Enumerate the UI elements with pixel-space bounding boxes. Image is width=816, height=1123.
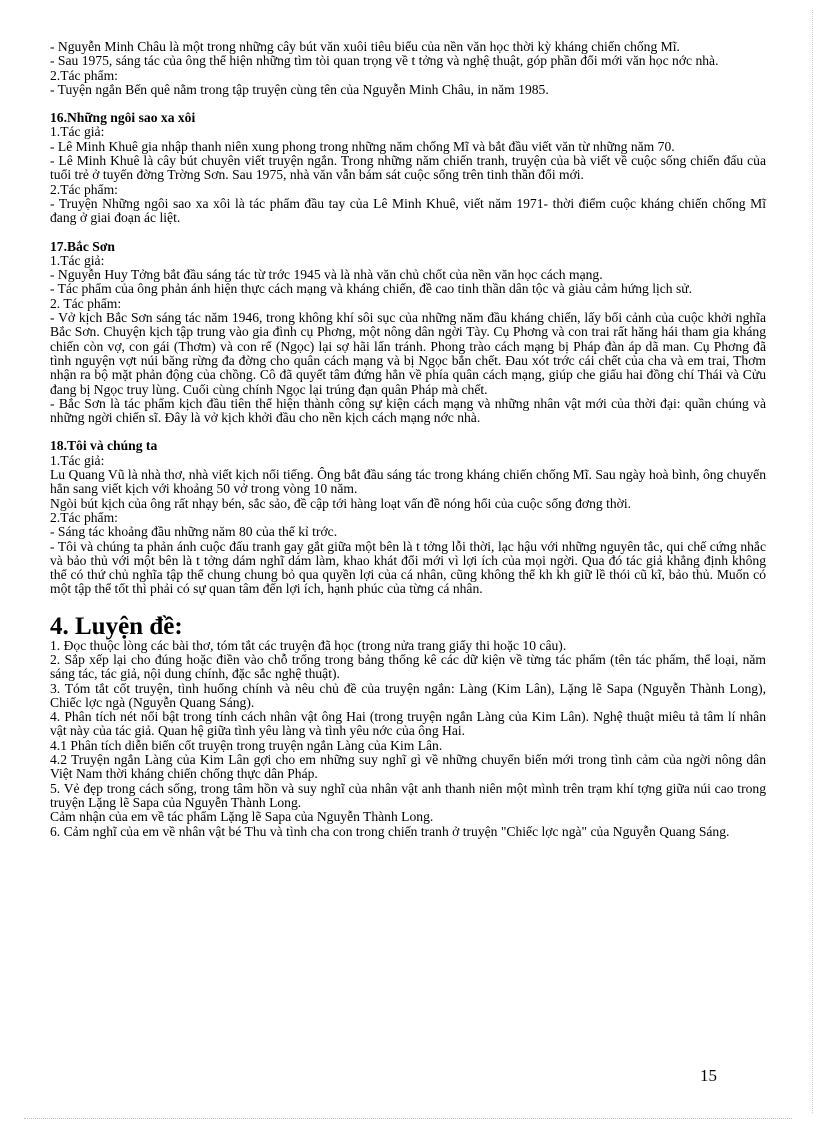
section-luyen-de — [50, 612, 766, 839]
exercise-item: 3. Tóm tắt cốt truyện, tình huống chính và nêu chủ đề của truyện ngắn: Làng (Kim Lân), Lặng lẽ Sapa (Nguyễn Thành Long), Chiếc lợc ngà (Nguyễn Quang Sáng). — [50, 680, 766, 710]
exercise-item: 5. Vẻ đẹp trong cách sống, trong tâm hồn và suy nghĩ của nhân vật anh thanh niên một mình trên trạm khí tợng giữa núi cao trong truyện Lặng lẽ Sapa của Nguyễn Thành Long. — [50, 780, 766, 810]
exercise-item: 1. Đọc thuộc lòng các bài thơ, tóm tắt các truyện đã học (trong nửa trang giấy thi hoặc 10 câu). — [50, 637, 567, 653]
paragraph: 1.Tác giả: — [50, 252, 105, 268]
paragraph: - Sáng tác khoảng đầu những năm 80 của thế kỉ trớc. — [50, 524, 338, 540]
paragraph: Lu Quang Vũ là nhà thơ, nhà viết kịch nổi tiếng. Ông bắt đầu sáng tác trong kháng chiến chống Mĩ. Sau ngày hoà bình, ông chuyển hẳn sang viết kịch với khoảng 50 vở trong vòng 10 năm. — [50, 467, 766, 497]
paragraph: 2.Tác phẩm: — [50, 509, 118, 525]
section-16 — [50, 111, 766, 225]
paragraph: 1.Tác giả: — [50, 124, 105, 140]
section-title: 18.Tôi và chúng ta — [50, 438, 158, 454]
page-number: 15 — [700, 1066, 717, 1085]
paragraph: - Truyện Những ngôi sao xa xôi là tác phẩm đầu tay của Lê Minh Khuê, viết năm 1971- thời điểm cuộc kháng chiến chống Mĩ đang ở giai đoạn ác liệt. — [50, 195, 766, 226]
paragraph: 2.Tác phẩm: — [50, 181, 118, 197]
exercise-item: 4.2 Truyện ngắn Làng của Kim Lân gợi cho em những suy nghĩ gì về những chuyển biến mới trong tình cảm của ngời nông dân Việt Nam thời kháng chiến chống thực dân Pháp. — [50, 752, 766, 782]
paragraph: 1.Tác giả: — [50, 452, 105, 468]
paragraph: - Nguyễn Huy Tởng bắt đầu sáng tác từ trớc 1945 và là nhà văn chủ chốt của nền văn học cách mạng. — [50, 267, 603, 283]
exercise-item: 4. Phân tích nét nổi bật trong tính cách nhân vật ông Hai (trong truyện ngắn Làng của Kim Lân). Nghệ thuật miêu tả tâm lí nhân vật này của tác giả. Quan hệ giữa tình yêu làng và tình yêu nớc của ông Hai. — [50, 709, 766, 739]
page-edge-rule — [812, 10, 813, 1113]
paragraph: - Vở kịch Bắc Sơn sáng tác năm 1946, trong không khí sôi sục của những năm đầu kháng chiến, lấy bối cảnh của cuộc khởi nghĩa Bắc Sơn. Chuyện kịch tập trung vào gia đình cụ Phơng, một nông dân ngời Tày. Cụ Phơng và con trai rất hăng hái tham gia kháng chiến còn vợ, con gái (Thơm) và con rể (Ngọc) lại sợ hãi lẩn tránh. Phong trào cách mạng bị Pháp đàn áp dã man. Cụ Phơng đã tình nguyện vợt núi băng rừng đa đờng cho quân cách mạng và bị Ngọc bắn chết. Đau xót trớc cái chết của cha và em trai, Thơm nhận ra bộ mặt phản động của chồng. Cô đã quyết tâm đứng hẳn về phía quân cách mạng, giúp che giấu hai đồng chí Thái và Cửu đang bị Ngọc truy lùng. Cuối cùng chính Ngọc lại trúng đạn quân Pháp mà chết. — [50, 310, 766, 397]
paragraph: - Lê Minh Khuê là cây bút chuyên viết truyện ngắn. Trong những năm chiến tranh, truyện của bà viết về cuộc sống chiến đấu của tuổi trẻ ở tuyến đờng Trờng Sơn. Sau 1975, nhà văn vẫn bám sát cuộc sống trên tinh thần đổi mới. — [50, 153, 766, 183]
paragraph: - Tác phẩm của ông phản ánh hiện thực cách mạng và kháng chiến, đề cao tinh thần dân tộc và giàu cảm hứng lịch sử. — [50, 281, 693, 297]
section-heading: 4. Luyện đề: — [50, 612, 183, 640]
document-page — [50, 40, 766, 839]
section-17 — [50, 240, 766, 426]
paragraph: - Bắc Sơn là tác phẩm kịch đầu tiên thể hiện thành công sự kiện cách mạng và những nhân vật mới của thời đại: quần chúng và những ngời chiến sĩ. Đây là vở kịch khởi đầu cho nền kịch cách mạng nớc nhà. — [50, 395, 766, 426]
section-title: 16.Những ngôi sao xa xôi — [50, 110, 196, 126]
exercise-item: 6. Cảm nghĩ của em về nhân vật bé Thu và tình cha con trong chiến tranh ở truyện "Chiếc lợc ngà" của Nguyễn Quang Sáng. — [50, 823, 730, 839]
paragraph: Ngòi bút kịch của ông rất nhạy bén, sắc sảo, đề cập tới hàng loạt vấn đề nóng hổi của cuộc sống đơng thời. — [50, 495, 632, 511]
exercise-item: Cảm nhận của em về tác phẩm Lặng lẽ Sapa của Nguyễn Thành Long. — [50, 809, 434, 825]
section-18 — [50, 439, 766, 596]
paragraph: - Tuyện ngắn Bến quê nằm trong tập truyện cùng tên của Nguyễn Minh Châu, in năm 1985. — [50, 81, 549, 97]
exercise-item: 4.1 Phân tích diễn biến cốt truyện trong truyện ngắn Làng của Kim Lân. — [50, 737, 443, 753]
paragraph: - Lê Minh Khuê gia nhập thanh niên xung phong trong những năm chống Mĩ và bắt đầu viết văn từ những năm 70. — [50, 138, 675, 154]
paragraph: 2.Tác phẩm: — [50, 67, 118, 83]
paragraph: - Nguyễn Minh Châu là một trong những cây bút văn xuôi tiêu biểu của nền văn học thời kỳ kháng chiến chống Mĩ. — [50, 39, 680, 54]
paragraph: - Tôi và chúng ta phản ánh cuộc đấu tranh gay gắt giữa một bên là t tởng lỗi thời, lạc hậu với những nguyên tắc, qui chế cứng nhắc và bảo thủ với một bên là t tởng dám nghĩ dám làm, khao khát đổi mới vì lợi ích của mọi ngời. Qua đó tác giả khẳng định không thể có thứ chủ nghĩa tập thể chung chung bỏ qua quyền lợi của cá nhân, cũng không thể kh kh giữ lề thói cũ kĩ, bảo thủ. Muốn có một tập thể tốt thì phải có sự quan tâm đến lợi ích, hạnh phúc của từng cá nhân. — [50, 538, 766, 597]
paragraph: 2. Tác phẩm: — [50, 295, 122, 311]
footer-rule — [24, 1118, 792, 1119]
block-nguyen-minh-chau — [50, 40, 766, 97]
paragraph: - Sau 1975, sáng tác của ông thể hiện những tìm tòi quan trọng về t tởng và nghệ thuật, góp phần đổi mới văn học nớc nhà. — [50, 53, 719, 69]
exercise-item: 2. Sắp xếp lại cho đúng hoặc điền vào chỗ trống trong bảng thống kê các dữ kiện về từng tác phẩm (tên tác phẩm, thể loại, năm sáng tác, tác giả, nội dung chính, đặc sắc nghệ thuật). — [50, 651, 766, 682]
section-title: 17.Bắc Sơn — [50, 238, 115, 254]
